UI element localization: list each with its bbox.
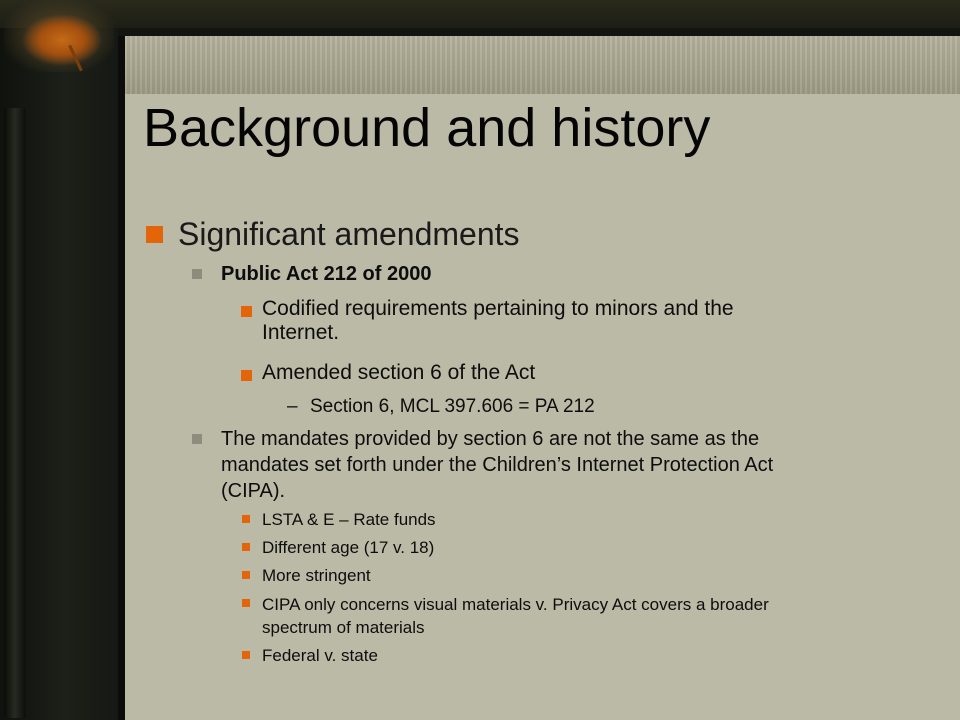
bullet-square-icon [242, 543, 250, 551]
bullet-square-icon [192, 269, 202, 279]
mandates-line: The mandates provided by section 6 are not the same as the [221, 428, 760, 450]
leaf-stem [68, 45, 83, 72]
sub-item-line: Amended section 6 of the Act [262, 361, 536, 384]
public-act-heading: Public Act 212 of 2000 [221, 263, 432, 285]
maple-leaf-icon [4, 0, 114, 72]
sub-item-line: More stringent [262, 566, 371, 585]
panel-shadow [118, 36, 125, 720]
sub-item-line: Codified requirements pertaining to minors and the [262, 297, 734, 320]
sub-item-line: LSTA & E – Rate funds [262, 510, 436, 529]
bullet-square-icon [242, 571, 250, 579]
sub-item-line: spectrum of materials [262, 618, 425, 637]
dash-item-text: Section 6, MCL 397.606 = PA 212 [310, 396, 595, 417]
slide-title: Background and history [143, 98, 711, 158]
left-bar-groove [4, 108, 26, 718]
dash-bullet: – [287, 396, 298, 417]
bullet-square-icon [242, 599, 250, 607]
top-strip [0, 0, 960, 28]
bullet-square-icon [192, 434, 202, 444]
mandates-line: (CIPA). [221, 480, 286, 502]
sub-item-line: Internet. [262, 321, 340, 344]
texture-band [125, 36, 960, 94]
sub-item-line: Different age (17 v. 18) [262, 538, 435, 557]
bullet-square-icon [146, 226, 163, 243]
sub-item-line: Federal v. state [262, 646, 378, 665]
bullet-square-icon [242, 515, 250, 523]
bullet-square-icon [242, 651, 250, 659]
bullet-square-icon [241, 306, 252, 317]
bullet-square-icon [241, 370, 252, 381]
sub-item-line: CIPA only concerns visual materials v. Privacy Act covers a broader [262, 595, 769, 614]
mandates-line: mandates set forth under the Children’s Internet Protection Act [221, 454, 774, 476]
level1-heading: Significant amendments [178, 216, 520, 252]
left-decorative-bar [0, 28, 118, 720]
